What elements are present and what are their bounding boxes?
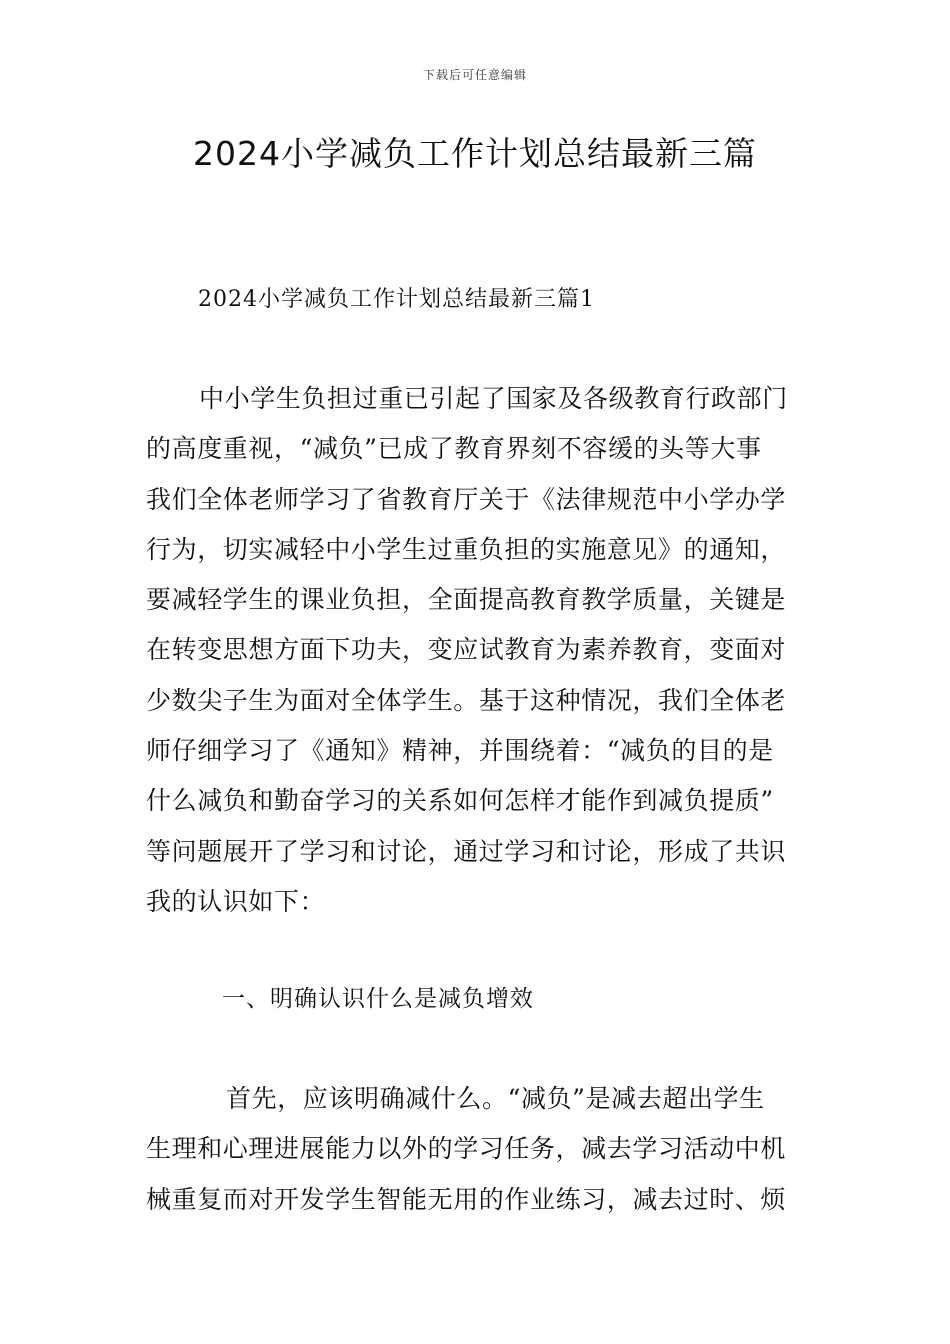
subheading-1: 一、明确认识什么是减负增效 (222, 986, 534, 1012)
header-note: 下载后可任意编辑 (422, 68, 527, 82)
paragraph-line: 中小学生负担过重已引起了国家及各级教育行政部门 (199, 384, 788, 413)
paragraph-line: 少数尖子生为面对全体学生。基于这种情况，我们全体老 (146, 685, 787, 715)
paragraph-line: 什么减负和勤奋学习的关系如何怎样才能作到减负提质” (146, 786, 774, 816)
paragraph-line: 等问题展开了学习和讨论，通过学习和讨论，形成了共识 (146, 836, 787, 866)
paragraph-line: 在转变思想方面下功夫，变应试教育为素养教育，变面对 (146, 635, 787, 665)
paragraph-1 (146, 374, 811, 927)
paragraph-line: 我们全体老师学习了省教育厅关于《法律规范中小学办学 (146, 484, 787, 514)
paragraph-line: 首先，应该明确减什么。“减负”是减去超出学生 (226, 1084, 765, 1113)
paragraph-line: 生理和心理进展能力以外的学习任务，减去学习活动中机 (146, 1134, 787, 1164)
paragraph-line: 的高度重视，“减负”已成了教育界刻不容缓的头等大事 (146, 434, 762, 464)
paragraph-line: 要减轻学生的课业负担，全面提高教育教学质量，关键是 (146, 585, 787, 615)
section-heading: 2024小学减负工作计划总结最新三篇1 (198, 287, 595, 312)
paragraph-line: 行为，切实减轻中小学生过重负担的实施意见》的通知， (146, 534, 787, 564)
paragraph-line: 师仔细学习了《通知》精神，并围绕着：“减负的目的是 (146, 736, 774, 766)
paragraph-line: 我的认识如下： (146, 886, 326, 916)
document-title: 2024小学减负工作计划总结最新三篇 (193, 134, 757, 173)
paragraph-2 (146, 1074, 811, 1225)
paragraph-line: 械重复而对开发学生智能无用的作业练习，减去过时、烦 (146, 1184, 787, 1214)
